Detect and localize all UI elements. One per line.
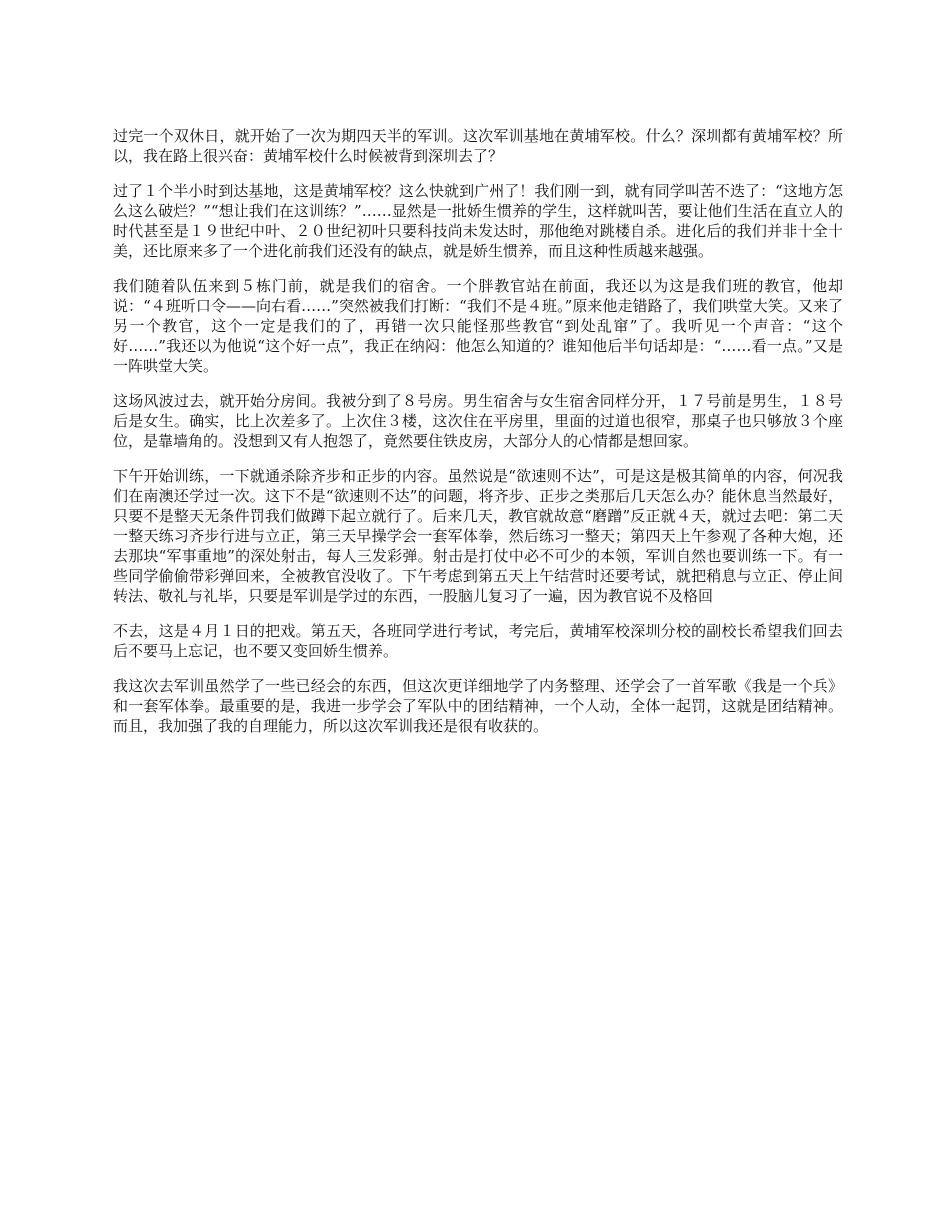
paragraph-6: 不去，这是４月１日的把戏。第五天，各班同学进行考试，考完后，黄埔军校深圳分校的副校长希望我们回去后不要马上忘记，也不要又变回娇生惯养。 (113, 622, 843, 660)
paragraph-4: 这场风波过去，就开始分房间。我被分到了８号房。男生宿舍与女生宿舍同样分开，１７号前是男生，１８号后是女生。确实，比上次差多了。上次住３楼，这次住在平房里，里面的过道也很窄，那桌子也只够放３个座位，是靠墙角的。没想到又有人抱怨了，竟然要住铁皮房，大部分人的心情都是想回家。 (113, 392, 843, 450)
paragraph-7: 我这次去军训虽然学了一些已经会的东西，但这次更详细地学了内务整理、还学会了一首军歌《我是一个兵》和一套军体拳。最重要的是，我进一步学会了军队中的团结精神，一个人动，全体一起罚，这就是团结精神。而且，我加强了我的自理能力，所以这次军训我还是很有收获的。 (113, 677, 843, 735)
paragraph-5: 下午开始训练，一下就通杀除齐步和正步的内容。虽然说是“欲速则不达”，可是这是极其简单的内容，何况我们在南澳还学过一次。这下不是“欲速则不达”的问题，将齐步、正步之类那后几天怎么办？能休息当然最好，只要不是整天无条件罚我们做蹲下起立就行了。后来几天，教官就故意“磨蹭”反正就４天，就过去吧：第二天一整天练习齐步行进与立正，第三天早操学会一套军体拳，然后练习一整天；第四天上午参观了各种大炮，还去那块“军事重地”的深处射击，每人三发彩弹。射击是打仗中必不可少的本领，军训自然也要训练一下。有一些同学偷偷带彩弹回来，全被教官没收了。下午考虑到第五天上午结营时还要考试，就把稍息与立正、停止间转法、敬礼与礼毕，只要是军训是学过的东西，一股脑儿复习了一遍，因为教官说不及格回 (113, 467, 843, 605)
paragraph-3: 我们随着队伍来到５栋门前，就是我们的宿舍。一个胖教官站在前面，我还以为这是我们班的教官，他却说：“４班听口令——向右看……”突然被我们打断：“我们不是４班。”原来他走错路了，我们哄堂大笑。又来了另一个教官，这个一定是我们的了，再错一次只能怪那些教官“到处乱窜”了。我听见一个声音：“这个好……”我还以为他说“这个好一点”，我正在纳闷：他怎么知道的？谁知他后半句话却是：“……看一点。”又是一阵哄堂大笑。 (113, 277, 843, 375)
document-body (113, 126, 843, 751)
paragraph-2: 过了１个半小时到达基地，这是黄埔军校？这么快就到广州了！我们刚一到，就有同学叫苦不迭了：“这地方怎么这么破烂？”“想让我们在这训练？”……显然是一批娇生惯养的学生，这样就叫苦，要让他们生活在直立人的时代甚至是１９世纪中叶、２０世纪初叶只要科技尚未发达时，那他绝对跳楼自杀。进化后的我们并非十全十美，还比原来多了一个进化前我们还没有的缺点，就是娇生惯养，而且这种性质越来越强。 (113, 182, 843, 260)
paragraph-1: 过完一个双休日，就开始了一次为期四天半的军训。这次军训基地在黄埔军校。什么？深圳都有黄埔军校？所以，我在路上很兴奋：黄埔军校什么时候被背到深圳去了？ (113, 127, 843, 165)
